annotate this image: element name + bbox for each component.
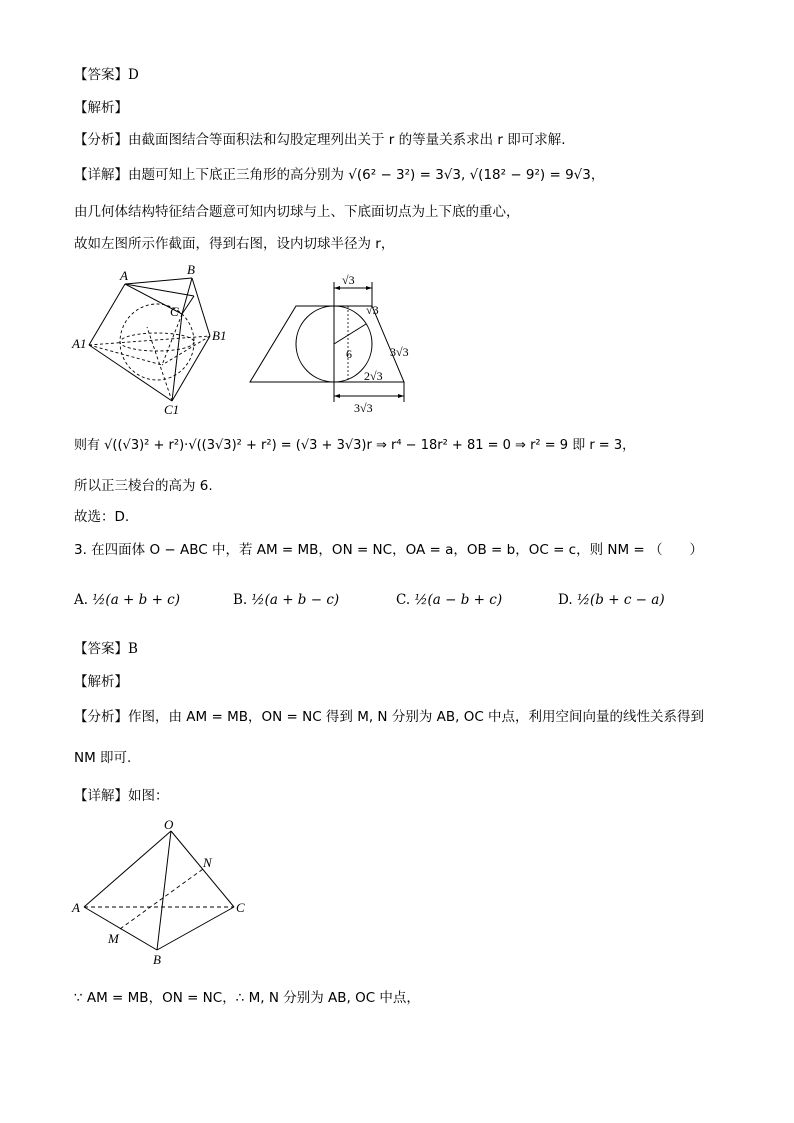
option-c	[396, 592, 502, 608]
xiangjie-line	[74, 166, 604, 184]
frustum-figure	[72, 262, 232, 417]
label-A1: A1	[72, 336, 87, 351]
answer-value: D	[128, 67, 139, 83]
label-B: B	[187, 262, 195, 277]
equation-line: 则有 √((√3)² + r²)·√((3√3)² + r²) = (√3 + 3√3)r ⇒ r⁴ − 18r² + 81 = 0 ⇒ r² = 9 即 r = 3，	[74, 438, 636, 453]
option-c-text: ½(a − b + c)	[414, 592, 503, 608]
q3-answer-line	[74, 640, 138, 658]
answer-line	[74, 66, 139, 84]
option-d-letter: D.	[558, 592, 573, 608]
tetra-label-A: A	[72, 900, 80, 915]
q3-analysis-tag: 【解析】	[74, 674, 128, 690]
q3-xiangjie-tag: 【详解】	[74, 788, 128, 804]
label-C1: C1	[164, 402, 180, 417]
option-a-letter: A.	[74, 592, 89, 608]
option-b-text: ½(a + b − c)	[251, 592, 340, 608]
right-label-six: 6	[346, 347, 352, 361]
q3-answer-tag: 【答案】	[74, 641, 128, 657]
label-A: A	[120, 268, 128, 283]
section-line: 故如左图所示作截面，得到右图，设内切球半径为 r，	[74, 236, 395, 252]
option-d	[558, 592, 665, 608]
tetra-label-C: C	[236, 900, 245, 915]
section-figure	[248, 273, 428, 426]
right-label-base: 2√3	[364, 369, 383, 383]
height-line: 所以正三棱台的高为 6.	[74, 478, 213, 494]
because-line: ∵ AM = MB，ON = NC，∴ M, N 分别为 AB, OC 中点，	[74, 990, 420, 1006]
option-c-letter: C.	[396, 592, 411, 608]
fenxi-tag: 【分析】	[74, 132, 128, 148]
tetrahedron-figure	[70, 816, 270, 966]
fenxi-line	[74, 131, 566, 149]
q3-analysis-heading	[74, 673, 128, 691]
option-b-letter: B.	[233, 592, 248, 608]
right-label-top: √3	[342, 273, 355, 287]
option-a-text: ½(a + b + c)	[92, 592, 181, 608]
tetra-label-O: O	[164, 817, 174, 832]
xiangjie-text: 由题可知上下底正三角形的高分别为 √(6² − 3²) = 3√3, √(18² − 9²) = 9√3，	[128, 167, 605, 183]
label-B1: B1	[212, 328, 227, 343]
analysis-tag: 【解析】	[74, 100, 128, 116]
q3-answer-value: B	[128, 641, 138, 657]
choice-line: 故选：D.	[74, 509, 130, 525]
option-d-text: ½(b + c − a)	[576, 592, 665, 608]
right-label-tangent: √3	[366, 303, 379, 317]
right-label-slant: 3√3	[390, 345, 409, 359]
q3-xiangjie-text: 如图：	[128, 788, 169, 804]
q3-fenxi-line2: NM 即可.	[74, 750, 132, 766]
center-line: 由几何体结构特征结合题意可知内切球与上、下底面切点为上下底的重心，	[74, 204, 520, 220]
right-label-bottom: 3√3	[354, 401, 373, 415]
option-b	[233, 592, 339, 608]
tetra-label-M: M	[108, 931, 119, 946]
fenxi-text: 由截面图结合等面积法和勾股定理列出关于 r 的等量关系求出 r 即可求解.	[128, 132, 566, 148]
option-a	[74, 592, 180, 608]
xiangjie-tag: 【详解】	[74, 167, 128, 183]
q3-fenxi-line	[74, 708, 704, 726]
tetra-label-B: B	[153, 952, 161, 967]
tetra-label-N: N	[203, 855, 212, 870]
answer-tag: 【答案】	[74, 67, 128, 83]
q3-fenxi-text: 作图，由 AM = MB，ON = NC 得到 M, N 分别为 AB, OC 中点，利用空间向量的线性关系得到	[128, 709, 705, 725]
analysis-heading	[74, 99, 128, 117]
q3-fenxi-tag: 【分析】	[74, 709, 128, 725]
q3-stem: 3. 在四面体 O − ABC 中，若 AM = MB，ON = NC，OA = a，OB = b，OC = c，则 NM = （ ）	[74, 542, 704, 558]
label-C: C	[170, 304, 179, 319]
q3-xiangjie-line	[74, 787, 169, 805]
